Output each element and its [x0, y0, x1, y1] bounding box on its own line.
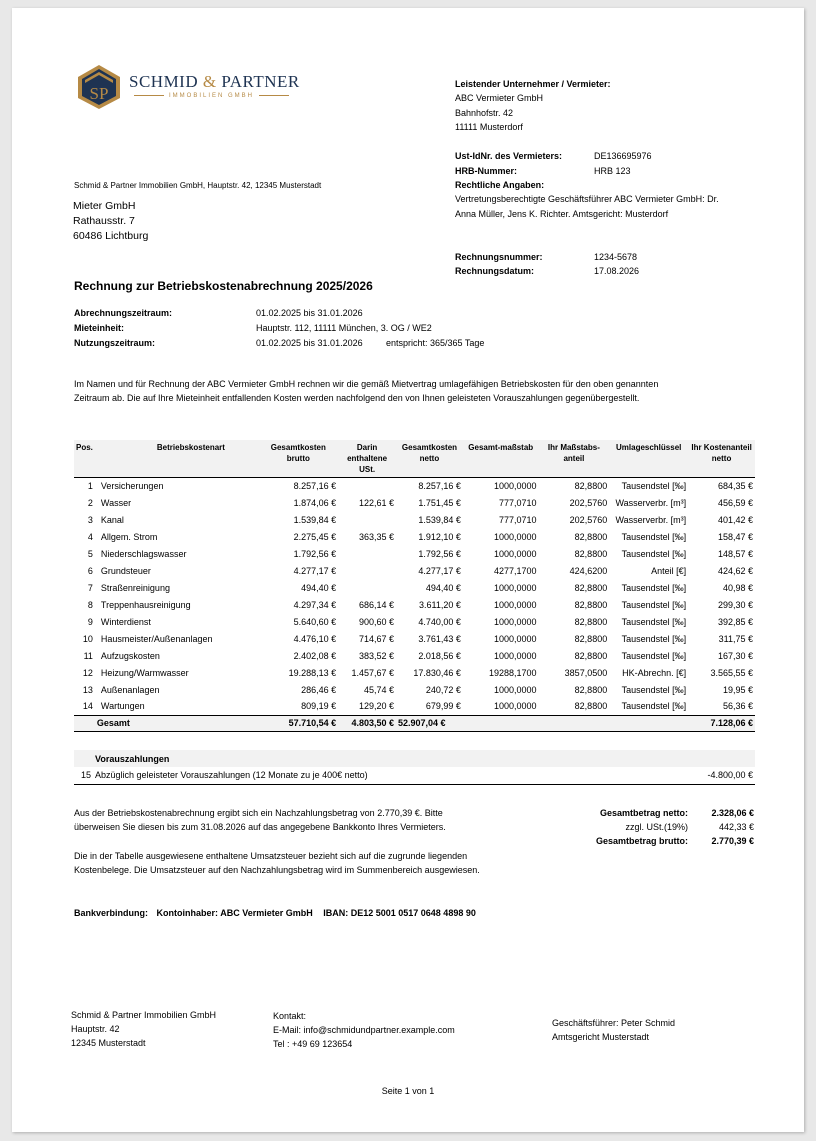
- cell-net: 17.830,46 €: [413, 667, 461, 678]
- provider-name: ABC Vermieter GmbH: [455, 93, 544, 103]
- cell-share-scale: 82,8800: [574, 548, 608, 559]
- cell-gross: 19.288,13 €: [288, 667, 337, 678]
- cell-vat: 714,67 €: [358, 633, 395, 644]
- bank-holder: Kontoinhaber: ABC Vermieter GmbH: [156, 908, 313, 918]
- cell-pos: 7: [87, 582, 93, 593]
- cell-pos: 6: [87, 565, 93, 576]
- cell-vat: 1.457,67 €: [351, 667, 395, 678]
- cell-net: 679,99 €: [425, 701, 461, 712]
- period-label: Abrechnungszeitraum:: [74, 308, 173, 318]
- cell-vat: [338, 545, 396, 562]
- total-label: Gesamt: [95, 715, 259, 731]
- cell-cost-type: Kanal: [100, 514, 124, 525]
- cell-vat: 900,60 €: [358, 616, 395, 627]
- cell-share-scale: 82,8800: [574, 599, 608, 610]
- provider-street: Bahnhofstr. 42: [455, 108, 514, 118]
- cell-vat: [338, 562, 396, 579]
- cell-pos: 3: [87, 514, 93, 525]
- table-total-row: [74, 715, 755, 731]
- cell-cost-type: Niederschlagswasser: [100, 548, 187, 559]
- cell-key: Anteil [€]: [651, 565, 687, 576]
- usage-extra: entspricht: 365/365 Tage: [386, 338, 485, 348]
- cell-pos: 9: [87, 616, 93, 627]
- cell-pos: 2: [87, 497, 93, 508]
- sum-net-label: Gesamtbetrag netto:: [599, 808, 688, 818]
- invoice-date-value: 17.08.2026: [594, 266, 640, 276]
- period-value: 01.02.2025 bis 31.01.2026: [256, 308, 363, 318]
- table-row: [74, 545, 755, 562]
- cell-gross: 4.476,10 €: [293, 633, 337, 644]
- sum-gross-value: 2.770,39 €: [711, 836, 754, 846]
- prepayments-row: [74, 767, 755, 784]
- document-title: Rechnung zur Betriebskostenabrechnung 2025/2026: [74, 279, 373, 293]
- cell-share-scale: 82,8800: [574, 616, 608, 627]
- cell-gross: 1.874,06 €: [293, 497, 337, 508]
- cell-total-scale: 1000,0000: [494, 616, 537, 627]
- col-header-share-scale: Ihr Maßstabs-anteil: [539, 440, 610, 477]
- cell-total-scale: 1000,0000: [494, 599, 537, 610]
- cell-cost-type: Straßenreinigung: [100, 582, 170, 593]
- cell-pos: 4: [87, 531, 93, 542]
- cell-total-scale: 4277,1700: [494, 565, 537, 576]
- cell-share: 56,36 €: [722, 701, 753, 712]
- sender-line: Schmid & Partner Immobilien GmbH, Hauptstr. 42, 12345 Musterstadt: [74, 181, 322, 190]
- footer-court: Amtsgericht Musterstadt: [552, 1032, 650, 1042]
- cell-key: Tausendstel [‰]: [621, 650, 687, 661]
- cell-net: 1.792,56 €: [418, 548, 461, 559]
- footer-phone: Tel : +49 69 123654: [273, 1039, 353, 1049]
- cell-total-scale: 1000,0000: [494, 684, 537, 695]
- cell-cost-type: Allgem. Strom: [100, 531, 158, 542]
- logo-name: [129, 72, 300, 92]
- recipient-city: 60486 Lichtburg: [73, 230, 149, 242]
- table-row: [74, 562, 755, 579]
- cell-key: Tausendstel [‰]: [621, 599, 687, 610]
- cell-cost-type: Treppenhausreinigung: [100, 599, 191, 610]
- provider-heading: Leistender Unternehmer / Vermieter:: [455, 79, 611, 89]
- col-header-key: Umlageschlüssel: [609, 440, 688, 477]
- cell-cost-type: Außenanlagen: [100, 684, 160, 695]
- hrb-value: HRB 123: [594, 166, 631, 176]
- cell-total-scale: 1000,0000: [494, 650, 537, 661]
- cell-net: 1.539,84 €: [418, 514, 461, 525]
- cell-net: 3.611,20 €: [419, 599, 461, 610]
- col-header-share: Ihr Kostenanteil netto: [688, 440, 755, 477]
- footer-street: Hauptstr. 42: [71, 1024, 120, 1034]
- cell-net: 4.740,00 €: [418, 616, 461, 627]
- col-header-gross: Gesamtkosten brutto: [258, 440, 338, 477]
- cell-total-scale: 1000,0000: [494, 582, 537, 593]
- cell-pos: 8: [87, 599, 93, 610]
- logo-name-right: PARTNER: [221, 72, 300, 91]
- summary-text-line-1: Aus der Betriebskostenabrechnung ergibt sich ein Nachzahlungsbetrag von 2.770,39 €. Bitte: [74, 808, 443, 818]
- intro-line-1: Im Namen und für Rechnung der ABC Vermieter GmbH rechnen wir die gemäß Mietvertrag umlagefähigen Betriebskosten für den oben genannten: [74, 379, 659, 389]
- total-net: 52.907,04 €: [396, 715, 463, 731]
- cell-share-scale: 82,8800: [574, 684, 608, 695]
- cell-vat: 122,61 €: [358, 497, 395, 508]
- prepayments-value: -4.800,00 €: [688, 767, 755, 784]
- intro-line-2: Zeitraum ab. Die auf Ihre Mieteinheit entfallenden Kosten werden nachfolgend den von Ihnen geleisteten Vorauszahlungen gegenübergestellt.: [74, 393, 640, 403]
- cell-net: 3.761,43 €: [418, 633, 461, 644]
- table-row: [74, 647, 755, 664]
- unit-label: Mieteinheit:: [74, 323, 125, 333]
- cell-share: 684,35 €: [717, 480, 753, 491]
- cell-gross: 2.402,08 €: [293, 650, 337, 661]
- cell-share: 311,75 €: [718, 633, 753, 644]
- cell-total-scale: 777,0710: [499, 514, 537, 525]
- cell-gross: 1.539,84 €: [293, 514, 337, 525]
- recipient-street: Rathausstr. 7: [73, 215, 135, 227]
- cell-vat: 383,52 €: [358, 650, 395, 661]
- cell-pos: 14: [82, 701, 93, 712]
- logo-emblem-icon: [76, 64, 122, 110]
- logo-name-left: SCHMID: [129, 72, 199, 91]
- cost-table-body: [74, 477, 755, 715]
- cell-share: 40,98 €: [722, 582, 753, 593]
- cell-total-scale: 777,0710: [499, 497, 537, 508]
- cell-gross: 4.277,17 €: [293, 565, 337, 576]
- invoice-number-label: Rechnungsnummer:: [455, 252, 543, 262]
- col-header-total-scale: Gesamt-maßstab: [463, 440, 539, 477]
- logo-subtitle: IMMOBILIEN GMBH: [129, 93, 287, 99]
- cell-gross: 2.275,45 €: [293, 531, 337, 542]
- cell-share: 19,95 €: [722, 684, 753, 695]
- cell-net: 8.257,16 €: [418, 480, 461, 491]
- cell-cost-type: Hausmeister/Außenanlagen: [100, 633, 213, 644]
- footer-email[interactable]: E-Mail: info@schmidundpartner.example.com: [273, 1025, 455, 1035]
- table-row: [74, 528, 755, 545]
- prepayments-text: Abzüglich geleisteter Vorauszahlungen (12 Monate zu je 400€ netto): [93, 767, 688, 784]
- cell-cost-type: Aufzugskosten: [100, 650, 160, 661]
- cell-share: 148,57 €: [717, 548, 753, 559]
- cell-total-scale: 1000,0000: [494, 548, 537, 559]
- cell-share: 424,62 €: [717, 565, 753, 576]
- page-number: Seite 1 von 1: [381, 1086, 435, 1096]
- table-row: [74, 681, 755, 698]
- table-row: [74, 698, 755, 715]
- cell-share-scale: 82,8800: [574, 582, 608, 593]
- cell-pos: 12: [82, 667, 93, 678]
- usage-label: Nutzungszeitraum:: [74, 338, 155, 348]
- cell-net: 240,72 €: [425, 684, 461, 695]
- col-header-cost-type: Betriebskostenart: [95, 440, 259, 477]
- cell-total-scale: 19288,1700: [489, 667, 537, 678]
- logo-name-amp: &: [202, 72, 217, 91]
- invoice-date-label: Rechnungsdatum:: [455, 266, 535, 276]
- total-gross: 57.710,54 €: [258, 715, 338, 731]
- sum-vat-value: 442,33 €: [718, 822, 754, 832]
- cell-gross: 1.792,56 €: [293, 548, 337, 559]
- summary-text-line-2: überweisen Sie diesen bis zum 31.08.2026 auf das angegebene Bankkonto Ihres Vermieters.: [74, 822, 446, 832]
- cell-share: 456,59 €: [717, 497, 753, 508]
- cell-share-scale: 202,5760: [569, 514, 608, 525]
- total-vat: 4.803,50 €: [338, 715, 396, 731]
- invoice-number-value: 1234-5678: [594, 252, 638, 262]
- table-row: [74, 596, 755, 613]
- cell-cost-type: Wasser: [100, 497, 132, 508]
- cell-share-scale: 82,8800: [574, 531, 608, 542]
- cell-key: Tausendstel [‰]: [621, 480, 687, 491]
- cell-share-scale: 202,5760: [569, 497, 608, 508]
- cell-vat: 129,20 €: [358, 701, 395, 712]
- unit-value: Hauptstr. 112, 11111 München, 3. OG / WE2: [256, 323, 432, 333]
- table-row: [74, 630, 755, 647]
- bank-label: Bankverbindung:: [74, 908, 149, 918]
- cell-share-scale: 82,8800: [574, 701, 608, 712]
- legal-label: Rechtliche Angaben:: [455, 180, 545, 190]
- cell-key: Tausendstel [‰]: [621, 531, 687, 542]
- cell-share: 401,42 €: [717, 514, 753, 525]
- vat-note-line-1: Die in der Tabelle ausgewiesene enthaltene Umsatzsteuer bezieht sich auf die zugrunde liegenden: [74, 851, 468, 861]
- cell-key: HK-Abrechn. [€]: [622, 667, 687, 678]
- table-header-row: [74, 440, 755, 477]
- sum-gross-label: Gesamtbetrag brutto:: [595, 836, 688, 846]
- footer-company: Schmid & Partner Immobilien GmbH: [71, 1010, 217, 1020]
- hrb-label: HRB-Nummer:: [455, 166, 518, 176]
- sum-vat-label: zzgl. USt.(19%): [625, 822, 688, 832]
- cell-total-scale: 1000,0000: [494, 701, 537, 712]
- recipient-name: Mieter GmbH: [73, 200, 136, 212]
- cell-vat: [338, 579, 396, 596]
- cell-gross: 809,19 €: [301, 701, 337, 712]
- cell-gross: 494,40 €: [301, 582, 337, 593]
- cell-share-scale: 424,6200: [569, 565, 608, 576]
- cell-share-scale: 82,8800: [574, 480, 608, 491]
- cost-table: [74, 440, 755, 732]
- cell-share: 167,30 €: [717, 650, 753, 661]
- prepayments-pos: 15: [74, 767, 93, 784]
- footer-contact-label: Kontakt:: [273, 1011, 307, 1021]
- legal-line-1: Vertretungsberechtigte Geschäftsführer ABC Vermieter GmbH: Dr.: [455, 194, 719, 204]
- cell-total-scale: 1000,0000: [494, 480, 537, 491]
- cell-key: Wasserverbr. [m³]: [615, 497, 687, 508]
- cell-vat: 363,35 €: [358, 531, 395, 542]
- cell-gross: 4.297,34 €: [293, 599, 337, 610]
- cell-pos: 10: [82, 633, 93, 644]
- cell-pos: 5: [87, 548, 93, 559]
- cell-pos: 1: [87, 480, 93, 491]
- cell-key: Tausendstel [‰]: [621, 684, 687, 695]
- prepayments-table: [74, 750, 755, 785]
- cell-key: Tausendstel [‰]: [621, 616, 687, 627]
- cell-key: Tausendstel [‰]: [621, 548, 687, 559]
- cell-net: 2.018,56 €: [418, 650, 461, 661]
- logo-monogram: SP: [89, 84, 109, 103]
- cell-vat: [338, 477, 396, 494]
- bank-iban: IBAN: DE12 5001 0517 0648 4898 90: [323, 908, 476, 918]
- cell-share-scale: 82,8800: [574, 650, 608, 661]
- cell-cost-type: Heizung/Warmwasser: [100, 667, 189, 678]
- usage-value: 01.02.2025 bis 31.01.2026: [256, 338, 363, 348]
- cell-total-scale: 1000,0000: [494, 633, 537, 644]
- legal-line-2: Anna Müller, Jens K. Richter. Amtsgericht: Musterdorf: [455, 209, 669, 219]
- cell-cost-type: Grundsteuer: [100, 565, 151, 576]
- cell-share: 392,85 €: [717, 616, 753, 627]
- total-share: 7.128,06 €: [688, 715, 755, 731]
- provider-city: 11111 Musterdorf: [455, 122, 523, 132]
- cell-cost-type: Winterdienst: [100, 616, 151, 627]
- prepayments-heading: Vorauszahlungen: [93, 750, 688, 767]
- table-row: [74, 477, 755, 494]
- cell-key: Tausendstel [‰]: [621, 633, 687, 644]
- col-header-vat: Darin enthaltene USt.: [338, 440, 396, 477]
- cell-vat: 686,14 €: [358, 599, 395, 610]
- footer-ceo: Geschäftsführer: Peter Schmid: [552, 1018, 676, 1028]
- cell-vat: 45,74 €: [363, 684, 395, 695]
- cell-share: 299,30 €: [717, 599, 753, 610]
- cell-cost-type: Versicherungen: [100, 480, 164, 491]
- vat-id-value: DE136695976: [594, 151, 652, 161]
- cell-vat: [338, 511, 396, 528]
- cell-total-scale: 1000,0000: [494, 531, 537, 542]
- table-row: [74, 579, 755, 596]
- cell-cost-type: Wartungen: [100, 701, 145, 712]
- table-row: [74, 511, 755, 528]
- cell-pos: 13: [82, 684, 93, 695]
- col-header-pos: Pos.: [74, 440, 95, 477]
- cell-pos: 11: [83, 650, 93, 661]
- cell-gross: 286,46 €: [301, 684, 337, 695]
- col-header-net: Gesamtkosten netto: [396, 440, 463, 477]
- vat-id-label: Ust-IdNr. des Vermieters:: [455, 151, 563, 161]
- cell-net: 494,40 €: [425, 582, 461, 593]
- cell-gross: 8.257,16 €: [293, 480, 337, 491]
- cell-gross: 5.640,60 €: [293, 616, 337, 627]
- footer-city: 12345 Musterstadt: [71, 1038, 146, 1048]
- cell-share-scale: 82,8800: [574, 633, 608, 644]
- sum-net-value: 2.328,06 €: [711, 808, 754, 818]
- cell-share: 3.565,55 €: [710, 667, 753, 678]
- cell-net: 1.912,10 €: [418, 531, 461, 542]
- cell-key: Tausendstel [‰]: [621, 701, 687, 712]
- cell-net: 4.277,17 €: [418, 565, 461, 576]
- document-page: [12, 8, 804, 1132]
- table-row: [74, 613, 755, 630]
- cell-share: 158,47 €: [717, 531, 753, 542]
- bank-details: [74, 907, 476, 920]
- cell-key: Wasserverbr. [m³]: [615, 514, 687, 525]
- cell-net: 1.751,45 €: [418, 497, 461, 508]
- table-row: [74, 494, 755, 511]
- prepayments-heading-row: [74, 750, 755, 767]
- cell-key: Tausendstel [‰]: [621, 582, 687, 593]
- table-row: [74, 664, 755, 681]
- vat-note-line-2: Kostenbelege. Die Umsatzsteuer auf den Nachzahlungsbetrag wird im Summenbereich ausgewiesen.: [74, 865, 480, 875]
- cell-share-scale: 3857,0500: [564, 667, 608, 678]
